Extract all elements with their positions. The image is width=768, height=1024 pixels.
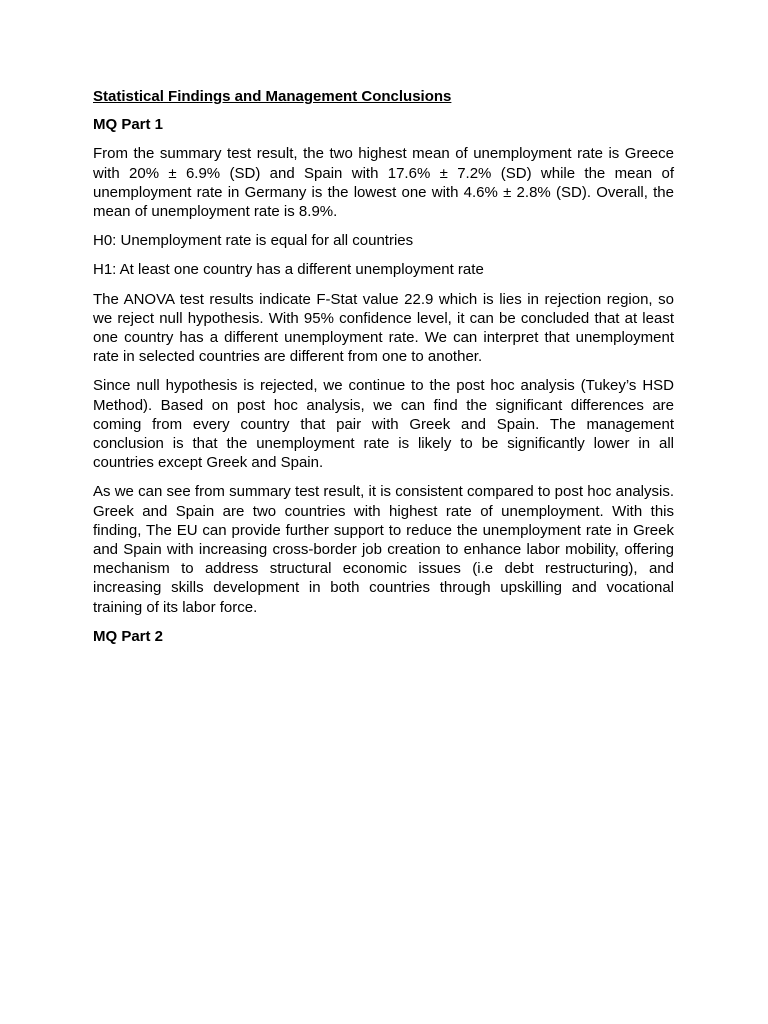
paragraph-post-hoc: Since null hypothesis is rejected, we continue to the post hoc analysis (Tukey’s HSD Method). Based on post hoc analysis, we can find the significant differences are coming from every country that pair with Greek and Spain. The management conclusion is that the unemployment rate is likely to be significantly lower in all countries except Greek and Spain. — [93, 377, 674, 472]
hypothesis-alternative: H1: At least one country has a different unemployment rate — [93, 261, 484, 279]
section-heading-part1: MQ Part 1 — [93, 116, 164, 134]
paragraph-conclusion: As we can see from summary test result, it is consistent compared to post hoc analysis. Greek and Spain are two countries with highest rate of unemployment. With this finding, The EU can provide further support to reduce the unemployment rate in Greek and Spain with increasing cross-border job creation to enhance labor mobility, offering mechanism to address structural economic issues (i.e debt restructuring), and increasing skills development in both countries through upskilling and vocational training of its labor force. — [93, 483, 674, 616]
document-title: Statistical Findings and Management Conclusions — [93, 88, 452, 105]
paragraph-summary-results: From the summary test result, the two highest mean of unemployment rate is Greece with 20% ± 6.9% (SD) and Spain with 17.6% ± 7.2% (SD) while the mean of unemployment rate in Germany is the lowest one with 4.6% ± 2.8% (SD). Overall, the mean of unemployment rate is 8.9%. — [93, 145, 674, 221]
paragraph-anova-results: The ANOVA test results indicate F-Stat value 22.9 which is lies in rejection region, so we reject null hypothesis. With 95% confidence level, it can be concluded that at least one country has a different unemployment rate. We can interpret that unemployment rate in selected countries are different from one to another. — [93, 290, 674, 366]
hypothesis-null: H0: Unemployment rate is equal for all countries — [93, 232, 414, 250]
section-heading-part2: MQ Part 2 — [93, 627, 164, 645]
document-page — [93, 87, 674, 656]
